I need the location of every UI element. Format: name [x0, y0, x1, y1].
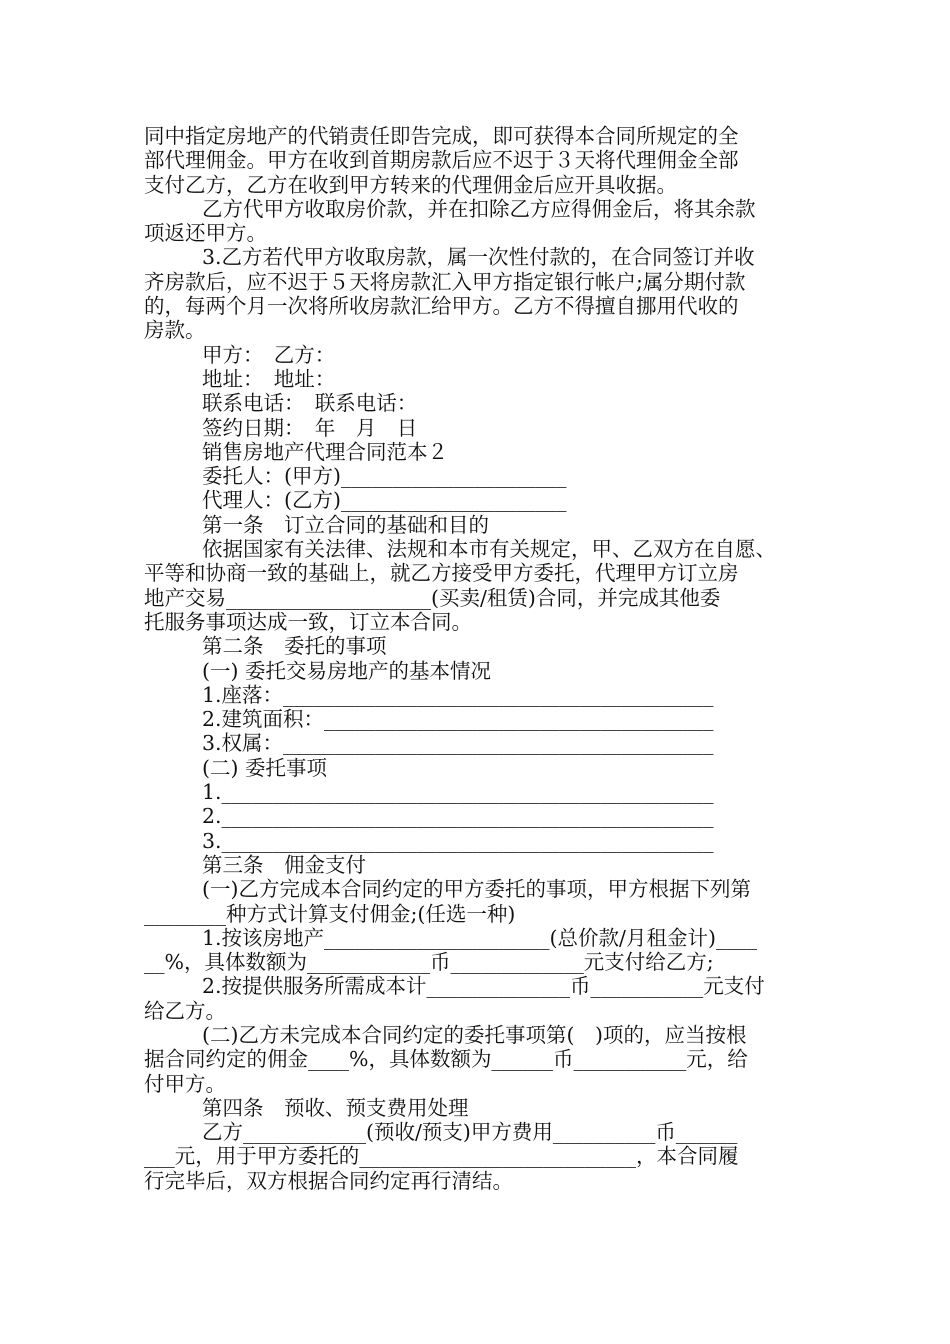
- document-line: 平等和协商一致的基础上，就乙方接受甲方委托，代理甲方订立房: [144, 561, 739, 586]
- document-line: 乙方代甲方收取房价款，并在扣除乙方应得佣金后，将其余款: [202, 196, 756, 221]
- document-line: (一) 委托交易房地产的基本情况: [202, 658, 492, 683]
- document-line: 第二条 委托的事项: [202, 634, 387, 659]
- document-line: 第四条 预收、预支费用处理: [202, 1095, 469, 1120]
- document-line: 地址： 地址：: [202, 366, 336, 391]
- document-line: 1.按该房地产______________________(总价款/月租金计)____: [202, 925, 757, 950]
- document-line: ___元，用于甲方委托的___________________________，本合同履: [144, 1144, 739, 1169]
- document-line: 乙方____________(预收/预支)甲方费用__________币______: [202, 1120, 738, 1145]
- document-line: 代理人：(乙方)______________________: [202, 488, 567, 513]
- document-line: 的，每两个月一次将所收房款汇给甲方。乙方不得擅自挪用代收的: [144, 294, 739, 319]
- document-line: 付甲方。: [144, 1071, 226, 1096]
- document-line: 1.________________________________________________: [202, 780, 714, 805]
- document-line: 托服务事项达成一致，订立本合同。: [144, 609, 472, 634]
- document-line: 齐房款后，应不迟于５天将房款汇入甲方指定银行帐户;属分期付款: [144, 269, 746, 294]
- document-line: 1.座落：__________________________________________: [202, 682, 714, 707]
- document-line: 支付乙方，乙方在收到甲方转来的代理佣金后应开具收据。: [144, 172, 677, 197]
- document-line: 房款。: [144, 318, 206, 343]
- document-line: 部代理佣金。甲方在收到首期房款后应不迟于３天将代理佣金全部: [144, 148, 739, 173]
- document-line: (二) 委托事项: [202, 755, 328, 780]
- document-line: 地产交易____________________(买卖/租赁)合同，并完成其他委: [144, 585, 721, 610]
- document-line: 项返还甲方。: [144, 221, 267, 246]
- document-line: 依据国家有关法律、法规和本市有关规定，甲、乙双方在自愿、: [202, 537, 776, 562]
- document-line: 3.权属：__________________________________________: [202, 731, 714, 756]
- document-line: 甲方： 乙方：: [202, 342, 336, 367]
- document-line: 第三条 佣金支付: [202, 852, 366, 877]
- document-line: 2.按提供服务所需成本计______________币___________元支付: [202, 974, 765, 999]
- document-line: 签约日期： 年 月 日: [202, 415, 418, 440]
- document-line: ________种方式计算支付佣金;(任选一种): [144, 901, 516, 926]
- document-line: 据合同约定的佣金____%，具体数额为______币___________元，给: [144, 1047, 748, 1072]
- document-line: 给乙方。: [144, 998, 226, 1023]
- document-line: (一)乙方完成本合同约定的甲方委托的事项，甲方根据下列第: [202, 877, 751, 902]
- document-line: 同中指定房地产的代销责任即告完成，即可获得本合同所规定的全: [144, 124, 739, 148]
- document-line: 2.________________________________________________: [202, 804, 714, 829]
- document-line: 第一条 订立合同的基础和目的: [202, 512, 489, 537]
- document-line: 联系电话： 联系电话：: [202, 391, 418, 416]
- document-line: 行完毕后，双方根据合同约定再行清结。: [144, 1168, 513, 1193]
- document-line: 2.建筑面积：______________________________________: [202, 707, 714, 732]
- document-line: 3.乙方若代甲方收取房款，属一次性付款的，在合同签订并收: [202, 245, 755, 270]
- document-line: __%，具体数额为____________币_____________元支付给乙方;: [144, 950, 714, 975]
- document-line: 委托人：(甲方)______________________: [202, 464, 567, 489]
- document-body: [144, 124, 812, 1193]
- document-line: 3.________________________________________________: [202, 828, 714, 853]
- document-line: (二)乙方未完成本合同约定的委托事项第( )项的，应当按根: [202, 1022, 747, 1047]
- document-line: 销售房地产代理合同范本２: [202, 439, 448, 464]
